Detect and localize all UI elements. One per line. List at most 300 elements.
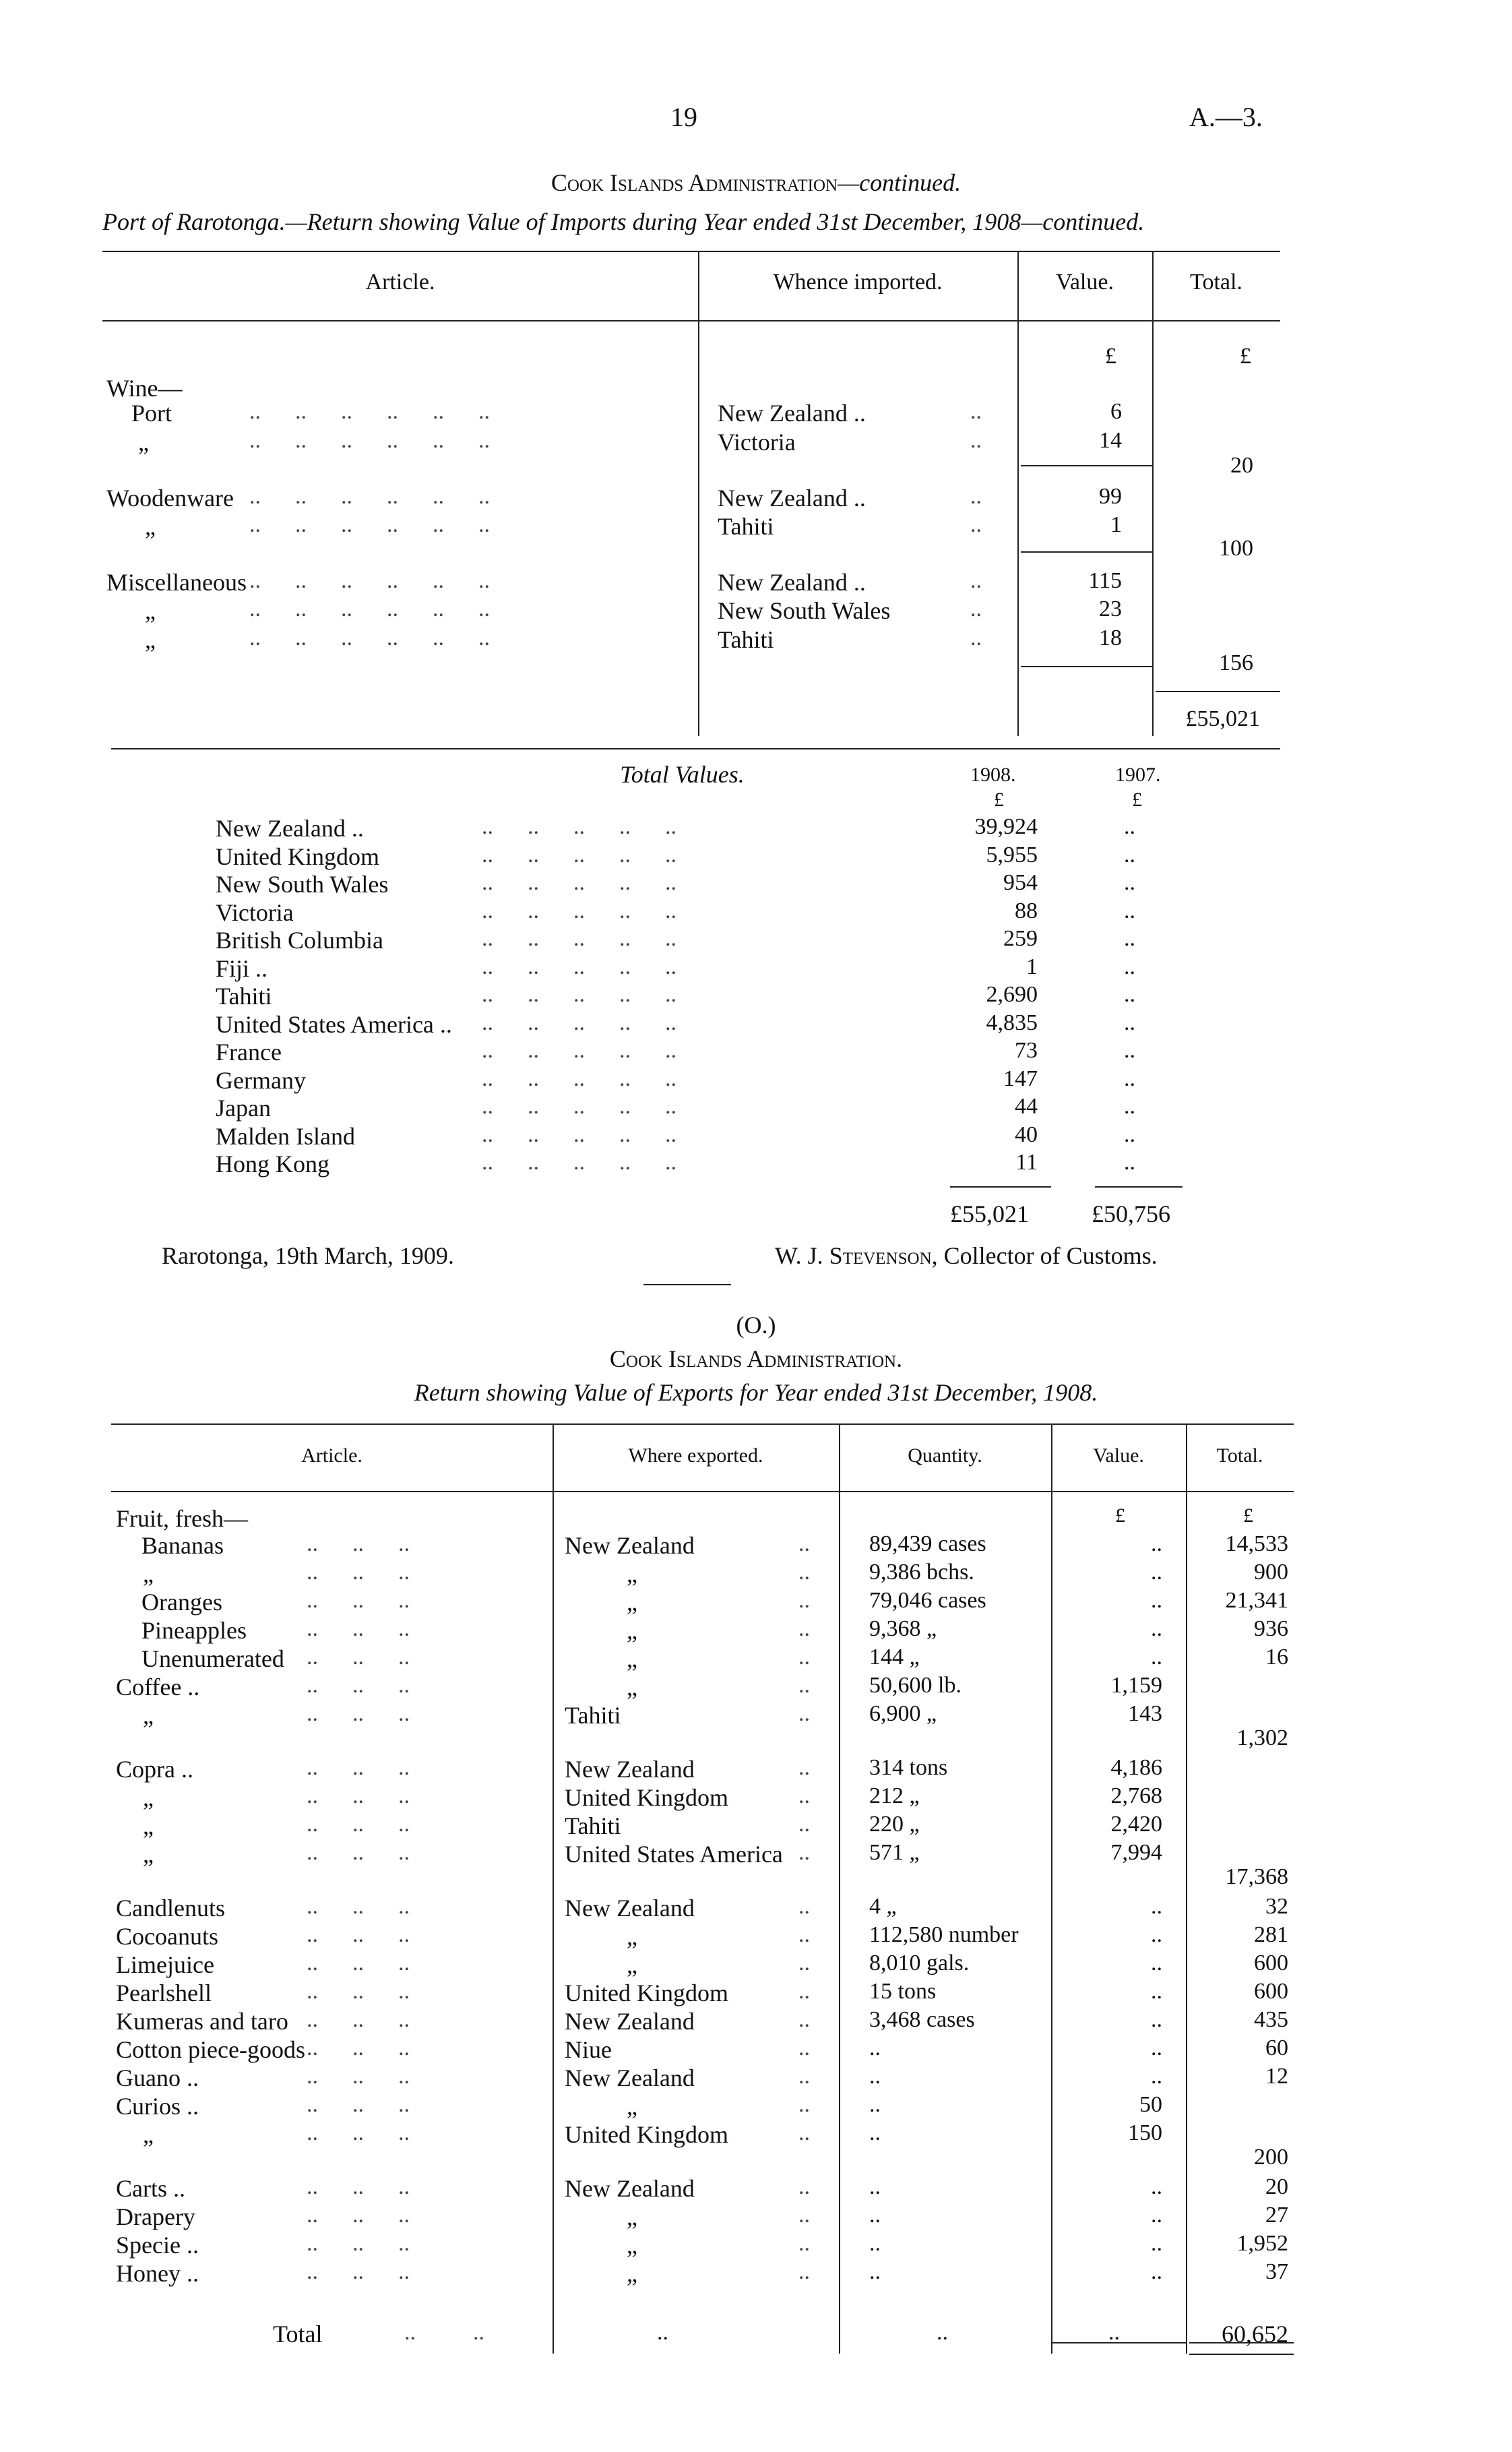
import-article: „ xyxy=(138,429,149,456)
leader-dots: .. .. .. .. .. .. xyxy=(249,625,490,650)
exp-quantity: 9,386 bchs. xyxy=(869,1560,974,1585)
leader-dots: .. .. .. xyxy=(307,1951,410,1975)
leader-dots: .. .. .. xyxy=(307,1560,410,1585)
exp-quantity: 144 „ xyxy=(869,1645,920,1669)
tv-country: New Zealand .. xyxy=(216,815,364,842)
exp-quantity: .. xyxy=(869,2035,881,2060)
leader-dots: .. xyxy=(970,484,982,509)
exp-where: Tahiti xyxy=(565,1812,621,1839)
tv-value-1907: .. xyxy=(1124,982,1135,1007)
leader-dots: .. xyxy=(798,2064,810,2089)
tv-value-1908: 40 xyxy=(1015,1122,1038,1147)
leader-dots: .. .. .. xyxy=(307,2259,410,2284)
tv-total-1908: £55,021 xyxy=(950,1200,1029,1227)
exp-where: United States America xyxy=(565,1841,783,1868)
leader-dots: .. xyxy=(798,1812,810,1837)
exp-where: „ xyxy=(627,1617,637,1644)
col-header-whence: Whence imported. xyxy=(773,270,943,295)
exp-value: 143 xyxy=(1128,1701,1162,1726)
exp-article: Cocoanuts xyxy=(116,1923,218,1950)
leader-dots: .. xyxy=(798,1979,810,2004)
exp-where: Tahiti xyxy=(565,1702,621,1729)
exports-label: (O.) xyxy=(736,1312,776,1339)
exp-total: 32 xyxy=(1265,1894,1288,1919)
import-article: „ xyxy=(145,513,156,540)
tv-value-1907: .. xyxy=(1124,1094,1135,1119)
exp-quantity: 4 „ xyxy=(869,1894,897,1919)
leader-dots: .. .. .. xyxy=(307,2120,410,2145)
exp-article: Carts .. xyxy=(116,2175,185,2202)
exp-total: 900 xyxy=(1254,1560,1288,1585)
exp-where: „ xyxy=(627,2093,637,2120)
leader-dots: .. .. .. .. .. xyxy=(482,926,676,951)
exp-article: Limejuice xyxy=(116,1951,214,1978)
tv-value-1907: .. xyxy=(1124,1150,1135,1175)
document-ref: A.—3. xyxy=(1189,102,1263,132)
tv-value-1907: .. xyxy=(1124,1122,1135,1147)
exp-where: „ xyxy=(627,1674,637,1700)
import-whence: New Zealand .. xyxy=(718,569,866,596)
imports-col-divider xyxy=(698,251,699,736)
exp-quantity: 15 tons xyxy=(869,1979,937,2004)
exp-total: 16 xyxy=(1265,1645,1288,1669)
pound-1908: £ xyxy=(994,789,1004,811)
leader-dots: .. .. .. xyxy=(307,1979,410,2004)
exp-total: 20 xyxy=(1265,2174,1288,2199)
exp-quantity: 50,600 lb. xyxy=(869,1673,962,1698)
leader-dots: .. .. .. .. .. xyxy=(482,1150,676,1175)
exp-quantity: 79,046 cases xyxy=(869,1588,986,1613)
tv-rule-1907 xyxy=(1095,1186,1183,1188)
leader-dots: .. .. .. xyxy=(307,2007,410,2032)
exp-value: .. xyxy=(1151,2231,1162,2256)
tv-value-1908: 5,955 xyxy=(986,842,1038,867)
exp-total-quantity: .. xyxy=(937,2320,948,2345)
leader-dots: .. .. .. .. .. xyxy=(482,1094,676,1119)
import-value: 18 xyxy=(1099,625,1122,650)
import-value: 115 xyxy=(1088,568,1122,593)
exp-where: „ xyxy=(627,1589,637,1616)
exp-where: Niue xyxy=(565,2036,612,2063)
tv-value-1908: 954 xyxy=(1003,870,1038,895)
leader-dots: .. .. .. xyxy=(307,1922,410,1947)
leader-dots: .. xyxy=(798,1701,810,1726)
leader-dots: .. xyxy=(798,1783,810,1808)
leader-dots: .. xyxy=(970,625,982,650)
tv-country: Tahiti xyxy=(216,983,272,1010)
exp-quantity: 89,439 cases xyxy=(869,1531,986,1556)
leader-dots: .. xyxy=(798,2035,810,2060)
leader-dots: .. .. .. .. .. xyxy=(482,814,676,839)
exp-total: 435 xyxy=(1254,2007,1288,2032)
exp-article: Unenumerated xyxy=(141,1645,284,1672)
exp-where: „ xyxy=(627,1923,637,1950)
section-divider xyxy=(643,1284,731,1285)
exp-article: Pineapples xyxy=(141,1617,247,1644)
tv-value-1907: .. xyxy=(1124,954,1135,979)
leader-dots: .. xyxy=(798,1840,810,1865)
year-1908-header: 1908. xyxy=(970,764,1016,786)
leader-dots: .. xyxy=(798,1616,810,1641)
exp-quantity: 9,368 „ xyxy=(869,1616,937,1641)
exp-quantity: 571 „ xyxy=(869,1840,920,1865)
leader-dots: .. xyxy=(798,1588,810,1613)
exports-title: Cook Islands Administration. xyxy=(609,1345,903,1372)
wine-group-label: Wine— xyxy=(106,375,183,402)
tv-country: Malden Island xyxy=(216,1122,355,1150)
exp-value: .. xyxy=(1151,1616,1162,1641)
exp-grand-total: 60,652 xyxy=(1222,2321,1288,2348)
tv-country: Victoria xyxy=(216,898,294,926)
leader-dots: .. .. .. xyxy=(307,2035,410,2060)
leader-dots: .. .. .. .. .. xyxy=(482,1010,676,1035)
exp-value: .. xyxy=(1151,1979,1162,2004)
exp-article: Cotton piece-goods xyxy=(116,2036,305,2063)
leader-dots: .. xyxy=(970,512,982,537)
leader-dots: .. xyxy=(798,2259,810,2284)
import-total: 100 xyxy=(1219,536,1253,561)
exp-article: Specie .. xyxy=(116,2232,199,2259)
exp-total: 14,533 xyxy=(1225,1531,1288,1556)
exp-total: 200 xyxy=(1254,2145,1288,2170)
tv-country: United Kingdom xyxy=(216,842,379,870)
import-whence: New Zealand .. xyxy=(718,400,866,427)
exports-col-divider xyxy=(839,1423,840,2354)
tv-value-1907: .. xyxy=(1124,870,1135,895)
exp-total: 27 xyxy=(1265,2203,1288,2228)
exp-total-value: .. xyxy=(1108,2320,1120,2345)
exp-value: .. xyxy=(1151,1922,1162,1947)
exp-value: 7,994 xyxy=(1110,1840,1162,1865)
exp-value: .. xyxy=(1151,1588,1162,1613)
tv-country: Germany xyxy=(216,1066,306,1094)
tv-total-1907: £50,756 xyxy=(1092,1200,1170,1227)
exp-value: .. xyxy=(1151,1894,1162,1919)
exp-value: 2,420 xyxy=(1110,1812,1162,1837)
tv-country: France xyxy=(216,1039,282,1066)
tv-value-1907: .. xyxy=(1124,898,1135,923)
exp-article: „ xyxy=(143,1812,154,1839)
tv-rule-1908 xyxy=(950,1186,1051,1188)
leader-dots: .. .. .. .. .. xyxy=(482,1122,676,1147)
tv-country: United States America .. xyxy=(216,1010,452,1038)
exp-total: 936 xyxy=(1254,1616,1288,1641)
exp-value: 50 xyxy=(1139,2092,1162,2117)
page-number: 19 xyxy=(670,102,697,132)
exp-article: „ xyxy=(143,2121,154,2148)
leader-dots: .. xyxy=(798,2007,810,2032)
leader-dots: .. .. .. .. .. xyxy=(482,954,676,979)
exp-article: Oranges xyxy=(141,1589,222,1616)
exports-header-rule xyxy=(111,1491,1294,1492)
leader-dots: .. xyxy=(798,1560,810,1585)
total-unit: £ xyxy=(1240,344,1251,369)
tv-value-1908: 88 xyxy=(1015,898,1038,923)
import-value: 14 xyxy=(1099,428,1122,453)
exp-total: 37 xyxy=(1265,2259,1288,2284)
import-total: 156 xyxy=(1219,650,1253,675)
import-value: 6 xyxy=(1110,399,1122,424)
exp-where: New Zealand xyxy=(565,2175,695,2202)
leader-dots: .. xyxy=(798,2120,810,2145)
exp-value: .. xyxy=(1151,1645,1162,1669)
exp-quantity: 8,010 gals. xyxy=(869,1951,970,1975)
exp-total: 600 xyxy=(1254,1979,1288,2004)
tv-country: British Columbia xyxy=(216,927,384,954)
leader-dots: .. xyxy=(798,1645,810,1669)
import-article: Miscellaneous xyxy=(106,569,247,596)
tv-value-1907: .. xyxy=(1124,814,1135,839)
exp-value: .. xyxy=(1151,2259,1162,2284)
exp-article: Kumeras and taro xyxy=(116,2008,288,2035)
exp-quantity: 212 „ xyxy=(869,1783,920,1808)
exp-article: „ xyxy=(143,1784,154,1811)
exp-article: Copra .. xyxy=(116,1756,193,1783)
exp-total: 17,368 xyxy=(1225,1864,1288,1889)
tv-value-1908: 259 xyxy=(1003,926,1038,951)
leader-dots: .. xyxy=(970,399,982,424)
leader-dots: .. .. .. xyxy=(307,1840,410,1865)
import-whence: Tahiti xyxy=(718,626,774,653)
exp-where: New Zealand xyxy=(565,1756,695,1783)
leader-dots: .. xyxy=(798,1894,810,1919)
total-values-title: Total Values. xyxy=(620,761,745,788)
exp-quantity: .. xyxy=(869,2174,881,2199)
exp-article: Honey .. xyxy=(116,2260,199,2287)
leader-dots: .. xyxy=(798,2092,810,2117)
exp-quantity: 220 „ xyxy=(869,1812,920,1837)
leader-dots: .. xyxy=(798,2203,810,2228)
col-header-value: Value. xyxy=(1056,270,1114,295)
exp-where: „ xyxy=(627,2260,637,2287)
exports-top-rule xyxy=(111,1423,1294,1425)
leader-dots: .. .. xyxy=(404,2320,484,2345)
leader-dots: .. .. .. xyxy=(307,1531,410,1556)
exp-article: Drapery xyxy=(116,2203,195,2230)
import-whence: New South Wales xyxy=(718,597,891,624)
import-value: 1 xyxy=(1110,512,1122,537)
import-whence: Tahiti xyxy=(718,513,774,540)
exp-article: Curios .. xyxy=(116,2093,199,2120)
signatory: W. J. Stevenson, Collector of Customs. xyxy=(775,1242,1158,1269)
tv-value-1908: 11 xyxy=(1015,1150,1038,1175)
exp-article: „ xyxy=(143,1841,154,1868)
leader-dots: .. .. .. xyxy=(307,1616,410,1641)
exp-value: .. xyxy=(1151,2007,1162,2032)
leader-dots: .. .. .. .. .. xyxy=(482,1038,676,1063)
exp-rule-total xyxy=(1189,2354,1294,2355)
leader-dots: .. .. .. .. .. .. xyxy=(249,512,490,537)
tv-value-1908: 39,924 xyxy=(974,814,1038,839)
exp-quantity: 6,900 „ xyxy=(869,1701,937,1726)
tv-value-1907: .. xyxy=(1124,1038,1135,1063)
exp-value: 4,186 xyxy=(1110,1755,1162,1780)
exp-value: .. xyxy=(1151,1951,1162,1975)
leader-dots: .. xyxy=(798,1531,810,1556)
fruit-group-label: Fruit, fresh— xyxy=(116,1505,248,1532)
exp-value: .. xyxy=(1151,2035,1162,2060)
exp-where: „ xyxy=(627,2232,637,2259)
leader-dots: .. .. .. xyxy=(307,2064,410,2089)
leader-dots: .. xyxy=(970,596,982,621)
import-article: „ xyxy=(145,597,156,624)
imports-subtitle: Port of Rarotonga.—Return showing Value of Imports during Year ended 31st December, 1908—continued. xyxy=(102,208,1145,235)
grand-total-rule xyxy=(1156,691,1280,692)
leader-dots: .. .. .. xyxy=(307,2092,410,2117)
exp-total-label: Total xyxy=(273,2321,323,2348)
tv-value-1907: .. xyxy=(1124,1010,1135,1035)
leader-dots: .. .. .. .. .. .. xyxy=(249,596,490,621)
exp-value: .. xyxy=(1151,1531,1162,1556)
exp-where: New Zealand xyxy=(565,1895,695,1922)
exp-total: 60 xyxy=(1265,2035,1288,2060)
import-value: 99 xyxy=(1099,484,1122,509)
subtotal-rule xyxy=(1021,666,1152,667)
exp-quantity: .. xyxy=(869,2231,881,2256)
leader-dots: .. .. .. .. .. xyxy=(482,842,676,867)
exp-total: 1,952 xyxy=(1236,2231,1288,2256)
tv-country: Japan xyxy=(216,1095,271,1122)
exp-where: „ xyxy=(627,1951,637,1978)
exp-header-value: Value. xyxy=(1093,1444,1144,1467)
imports-header-rule xyxy=(102,320,1280,321)
exp-quantity: 3,468 cases xyxy=(869,2007,975,2032)
value-unit: £ xyxy=(1105,344,1116,369)
leader-dots: .. .. .. .. .. xyxy=(482,898,676,923)
tv-value-1908: 4,835 xyxy=(986,1010,1038,1035)
exp-value: .. xyxy=(1151,2064,1162,2089)
exp-where: „ xyxy=(627,1645,637,1672)
exp-where: „ xyxy=(627,2203,637,2230)
exp-value: 150 xyxy=(1128,2120,1162,2145)
leader-dots: .. .. .. xyxy=(307,1588,410,1613)
leader-dots: .. .. .. xyxy=(307,1673,410,1698)
leader-dots: .. .. .. .. .. .. xyxy=(249,568,490,593)
import-grand-total: £55,021 xyxy=(1185,706,1260,731)
leader-dots: .. .. .. xyxy=(307,1812,410,1837)
leader-dots: .. .. .. .. .. xyxy=(482,982,676,1007)
leader-dots: .. xyxy=(798,1951,810,1975)
exp-where: United Kingdom xyxy=(565,1784,728,1811)
import-article: „ xyxy=(145,626,156,653)
exp-where: United Kingdom xyxy=(565,2121,728,2148)
subtotal-rule xyxy=(1021,551,1152,553)
exp-quantity: 112,580 number xyxy=(869,1922,1019,1947)
exp-total: 600 xyxy=(1254,1951,1288,1975)
leader-dots: .. .. .. xyxy=(307,2231,410,2256)
exp-where: New Zealand xyxy=(565,2008,695,2035)
exp-value: .. xyxy=(1151,1560,1162,1585)
leader-dots: .. .. .. xyxy=(307,1701,410,1726)
exp-value: 1,159 xyxy=(1110,1673,1162,1698)
exp-quantity: .. xyxy=(869,2120,881,2145)
exp-quantity: .. xyxy=(869,2064,881,2089)
tv-value-1908: 2,690 xyxy=(986,982,1038,1007)
tv-value-1908: 1 xyxy=(1026,954,1038,979)
leader-dots: .. xyxy=(798,1922,810,1947)
imports-title: Cook Islands Administration—continued. xyxy=(550,169,962,196)
tv-country: Fiji .. xyxy=(216,954,268,982)
import-value: 23 xyxy=(1099,596,1122,621)
exp-where: New Zealand xyxy=(565,1532,695,1559)
leader-dots: .. xyxy=(798,1673,810,1698)
exp-article: Candlenuts xyxy=(116,1895,225,1922)
leader-dots: .. .. .. xyxy=(307,1645,410,1669)
exp-where: United Kingdom xyxy=(565,1980,728,2006)
exp-value: .. xyxy=(1151,2174,1162,2199)
exp-article: Pearlshell xyxy=(116,1980,212,2006)
imports-top-rule xyxy=(102,251,1280,252)
exp-value-unit: £ xyxy=(1115,1504,1125,1527)
exp-total-unit: £ xyxy=(1243,1504,1253,1527)
leader-dots: .. .. .. .. .. .. xyxy=(249,399,490,424)
leader-dots: .. .. .. .. .. .. xyxy=(249,428,490,453)
subtotal-rule xyxy=(1021,465,1152,466)
exports-col-divider xyxy=(553,1423,554,2354)
import-article: Woodenware xyxy=(106,485,234,512)
exp-quantity: .. xyxy=(869,2092,881,2117)
exp-article: Bananas xyxy=(141,1532,224,1559)
exp-total-where: .. xyxy=(657,2320,668,2345)
import-article: Port xyxy=(131,400,172,427)
tv-value-1908: 44 xyxy=(1015,1094,1038,1119)
exp-article: „ xyxy=(143,1702,154,1729)
place-date: Rarotonga, 19th March, 1909. xyxy=(162,1242,454,1269)
tv-value-1908: 73 xyxy=(1015,1038,1038,1063)
exp-header-where: Where exported. xyxy=(628,1444,763,1467)
exp-header-total: Total. xyxy=(1216,1444,1263,1467)
leader-dots: .. xyxy=(798,1755,810,1780)
exports-subtitle: Return showing Value of Exports for Year ended 31st December, 1908. xyxy=(414,1379,1098,1406)
import-whence: Victoria xyxy=(718,429,796,456)
leader-dots: .. .. .. xyxy=(307,1755,410,1780)
col-header-article: Article. xyxy=(365,270,435,295)
import-total: 20 xyxy=(1230,453,1253,478)
leader-dots: .. .. .. xyxy=(307,1894,410,1919)
exp-total: 281 xyxy=(1254,1922,1288,1947)
leader-dots: .. xyxy=(798,2231,810,2256)
exp-total: 1,302 xyxy=(1236,1725,1288,1750)
exp-total: 21,341 xyxy=(1225,1588,1288,1613)
exp-article: Guano .. xyxy=(116,2064,199,2091)
leader-dots: .. xyxy=(798,2174,810,2199)
leader-dots: .. .. .. .. .. xyxy=(482,870,676,895)
leader-dots: .. .. .. xyxy=(307,2174,410,2199)
exp-where: „ xyxy=(627,1560,637,1587)
tv-value-1907: .. xyxy=(1124,842,1135,867)
leader-dots: .. xyxy=(970,568,982,593)
tv-value-1908: 147 xyxy=(1003,1066,1038,1091)
tv-country: New South Wales xyxy=(216,871,389,898)
import-whence: New Zealand .. xyxy=(718,485,866,512)
leader-dots: .. .. .. .. .. .. xyxy=(249,484,490,509)
exp-value: 2,768 xyxy=(1110,1783,1162,1808)
tv-value-1907: .. xyxy=(1124,926,1135,951)
exp-quantity: .. xyxy=(869,2259,881,2284)
tv-value-1907: .. xyxy=(1124,1066,1135,1091)
year-1907-header: 1907. xyxy=(1115,764,1161,786)
exp-quantity: 314 tons xyxy=(869,1755,948,1780)
exp-header-article: Article. xyxy=(301,1444,363,1467)
exp-header-quantity: Quantity. xyxy=(908,1444,982,1467)
leader-dots: .. xyxy=(970,428,982,453)
tv-country: Hong Kong xyxy=(216,1151,329,1177)
exp-quantity: .. xyxy=(869,2203,881,2228)
exp-article: Coffee .. xyxy=(116,1674,200,1700)
imports-bottom-rule xyxy=(111,748,1280,749)
leader-dots: .. .. .. xyxy=(307,2203,410,2228)
exp-value: .. xyxy=(1151,2203,1162,2228)
